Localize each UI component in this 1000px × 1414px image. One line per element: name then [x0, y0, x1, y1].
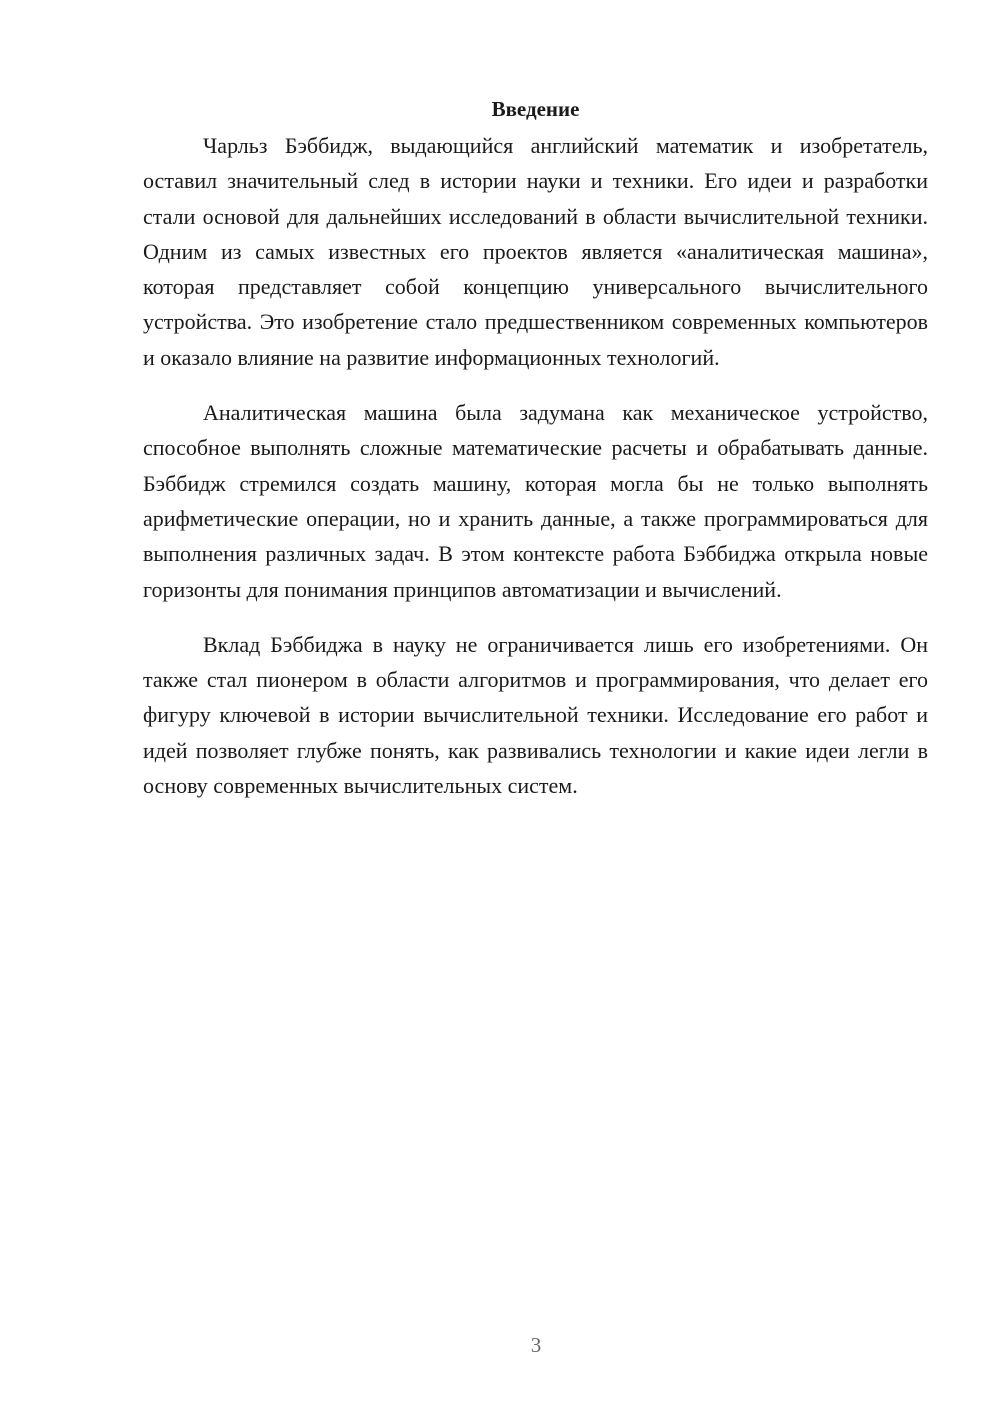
page-content: [143, 94, 928, 823]
paragraph: Аналитическая машина была задумана как механическое устройство, способное выполнять сложные математические расчеты и обрабатывать данные. Бэббидж стремился создать машину, которая могла бы не только выполнять арифметические операции, но и хранить данные, а также программироваться для выполнения различных задач. В этом контексте работа Бэббиджа открыла новые горизонты для понимания принципов автоматизации и вычислений.: [143, 400, 928, 602]
paragraph: Чарльз Бэббидж, выдающийся английский математик и изобретатель, оставил значительный след в истории науки и техники. Его идеи и разработки стали основой для дальнейших исследований в области вычислительной техники. Одним из самых известных его проектов является «аналитическая машина», которая представляет собой концепцию универсального вычислительного устройства. Это изобретение стало предшественником современных компьютеров и оказало влияние на развитие информационных технологий.: [143, 133, 928, 370]
paragraph: Вклад Бэббиджа в науку не ограничивается лишь его изобретениями. Он также стал пионером в области алгоритмов и программирования, что делает его фигуру ключевой в истории вычислительной техники. Исследование его работ и идей позволяет глубже понять, как развивались технологии и какие идеи легли в основу современных вычислительных систем.: [143, 631, 928, 799]
section-title: Введение: [491, 97, 580, 121]
page-number: 3: [530, 1333, 542, 1357]
